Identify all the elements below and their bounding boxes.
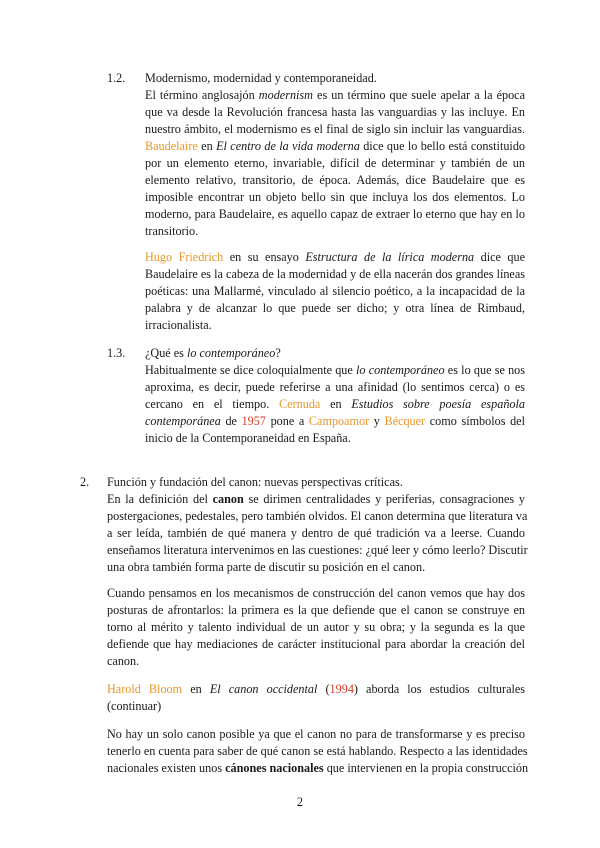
paragraph-line: por un elemento eterno, invariable, difícil de determinar y también de un — [145, 156, 525, 170]
paragraph-line: enseñamos literatura intervenimos en las cuestiones: ¿qué leer y cómo leerlo? Discutir — [107, 543, 528, 557]
section-number: 1.2. — [107, 71, 126, 85]
paragraph-line: No hay un solo canon posible ya que el canon no para de transformarse y es preciso — [107, 727, 525, 741]
section-heading: Función y fundación del canon: nuevas perspectivas críticas. — [107, 475, 403, 489]
paragraph-line: postergaciones, pedestales, pero también olvidos. El canon determina que literatura va — [107, 509, 528, 523]
paragraph-line: Habitualmente se dice coloquialmente que lo contemporáneo es lo que se nos — [145, 363, 526, 377]
author-name: Campoamor — [308, 414, 370, 428]
paragraph-line: irracionalista. — [145, 318, 212, 332]
paragraph-line: posturas de afrontarlos: la primera es la que defiende que el canon se construye en — [107, 603, 525, 617]
paragraph-line: defiende que hay mediaciones de carácter institucional para abordar la creación del — [107, 637, 525, 651]
paragraph-line: una obra también forma parte de discutir su posición en el canon. — [107, 560, 426, 574]
section-heading: Modernismo, modernidad y contemporaneidad. — [145, 71, 377, 85]
paragraph-line: Baudelaire es la cabeza de la modernidad y de ella nacerán dos grandes líneas — [145, 267, 525, 281]
paragraph-line: que va desde la Revolución francesa hasta las vanguardias y las incluye. En — [145, 105, 525, 119]
paragraph-line: El término anglosajón modernism es un término que suele apelar a la época — [145, 88, 525, 102]
paragraph-line: canon. — [107, 654, 140, 668]
paragraph-line: a ser leída, también de qué manera y dentro de qué tradición va a leerse. Cuando — [107, 526, 525, 540]
paragraph-line: contemporánea de 1957 pone a Campoamor y Bécquer como símbolos del — [145, 414, 525, 428]
paragraph-line: palabra y de alcanzar lo que puede ser dicho; y otra línea de Rimbaud, — [145, 301, 525, 315]
section-number: 1.3. — [107, 346, 126, 360]
paragraph-line: transitorio. — [145, 224, 199, 238]
author-name: Baudelaire — [145, 139, 198, 153]
paragraph-line: tenerlo en cuenta para saber de qué canon se está hablando. Respecto a las identidades — [107, 744, 528, 758]
paragraph-line: aproxima, es decir, puede referirse a una afinidad (lo sentimos cerca) o es — [145, 380, 525, 394]
author-name: Hugo Friedrich — [145, 250, 224, 264]
paragraph-line: nacionales existen unos cánones nacionales que intervienen en la propia construcción — [107, 761, 529, 775]
paragraph-line: torno al mérito y talento individual de un autor y su obra; y la segunda es la que — [107, 620, 525, 634]
paragraph-line: Hugo Friedrich en su ensayo Estructura de la lírica moderna dice que — [145, 250, 525, 264]
author-name: Cernuda — [279, 397, 321, 411]
paragraph-line: nuestro ámbito, el modernismo es el final de siglo sin incluir las vanguardias. — [145, 122, 525, 136]
paragraph-line: cercano en el tiempo. Cernuda en Estudios sobre poesía española — [145, 397, 525, 411]
page-number: 2 — [296, 795, 304, 809]
year: 1994 — [329, 682, 354, 696]
paragraph-line: En la definición del canon se dirimen centralidades y periferias, consagraciones y — [107, 492, 525, 506]
section-heading: ¿Qué es lo contemporáneo? — [145, 346, 281, 360]
author-name: Bécquer — [384, 414, 426, 428]
paragraph-line: inicio de la Contemporaneidad en España. — [145, 431, 351, 445]
paragraph-line: elemento relativo, transitorio, de época. Además, dice Baudelaire que es — [145, 173, 525, 187]
paragraph-line: (continuar) — [107, 699, 162, 713]
paragraph-line: Harold Bloom en El canon occidental (1994) aborda los estudios culturales — [107, 682, 526, 696]
year: 1957 — [241, 414, 266, 428]
section-number: 2. — [80, 475, 90, 489]
paragraph-line: poéticas: una Mallarmé, vinculado al silencio poético, a la incapacidad de la — [145, 284, 525, 298]
author-name: Harold Bloom — [107, 682, 183, 696]
paragraph-line: imposible encontrar un objeto bello sin que incluya los dos elementos. Lo — [145, 190, 525, 204]
paragraph-line: Baudelaire en El centro de la vida moderna dice que lo bello está constituido — [145, 139, 526, 153]
paragraph-line: Cuando pensamos en los mecanismos de construcción del canon vemos que hay dos — [107, 586, 525, 600]
paragraph-line: moderno, para Baudelaire, es aquello capaz de extraer lo eterno que hay en lo — [145, 207, 525, 221]
